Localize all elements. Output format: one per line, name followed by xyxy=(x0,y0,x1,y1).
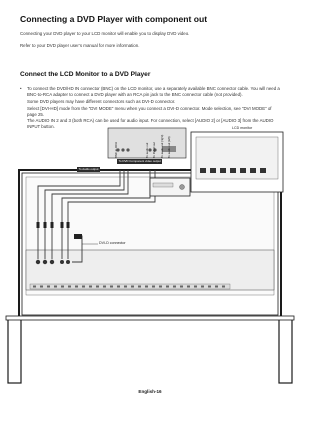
side-label-left: To audio out (left) xyxy=(167,136,171,158)
intro-text-1: Connecting your DVD player to your LCD monitor will enable you to display DVD video. xyxy=(20,31,190,36)
monitor-stand-right xyxy=(279,318,292,383)
bullet-paragraph-2: Some DVD players may have different connectors such as DVI-D connector. xyxy=(27,99,176,104)
page-footer: English-16 xyxy=(138,389,162,394)
side-label-right: To audio out (right) xyxy=(160,134,164,158)
bullet-paragraph-3: Select [DVI-HD] mode from the “DVI MODE” menu when you connect a DVI-D connector. Mode selection, see “DVI MODE” of page 25. xyxy=(27,105,272,117)
bullet-paragraph-4: The AUDIO IN 2 and 3 (both RCA) can be used for audio input. For connection, select [AUDIO 2] or [AUDIO 3] from the AUDIO INPUT button. xyxy=(27,118,274,130)
dvi-out-label: To DVI-D out xyxy=(152,141,156,158)
section-title: Connect the LCD Monitor to a DVD Player xyxy=(20,71,151,78)
monitor-stand-left xyxy=(8,318,21,383)
audio-output-tag: To Audio output xyxy=(78,167,99,172)
bullet-symbol: • xyxy=(20,86,22,91)
audio-plug-label: To audio out xyxy=(145,142,149,158)
bullet-paragraph-1: To connect the DVD/HD IN connector (BNC) on the LCD monitor, use a separately available BNC connector cable. You will need a BNC-to-RCA adapter to connect a DVD player with an RCA pin jack to the BNC connector cable (not provided). xyxy=(27,86,280,98)
lcd-monitor-label: LCD monitor xyxy=(232,126,253,130)
bnc-to-rca-label: BNC-to-RCA xyxy=(114,141,118,158)
intro-text-2: Refer to your DVD player user’s manual for more information. xyxy=(20,43,140,48)
dvi-connector-label: DVI-D connector xyxy=(99,241,126,245)
page-heading: Connecting a DVD Player with component out xyxy=(20,14,208,24)
component-video-tag: To DVD Component video output xyxy=(118,159,161,164)
